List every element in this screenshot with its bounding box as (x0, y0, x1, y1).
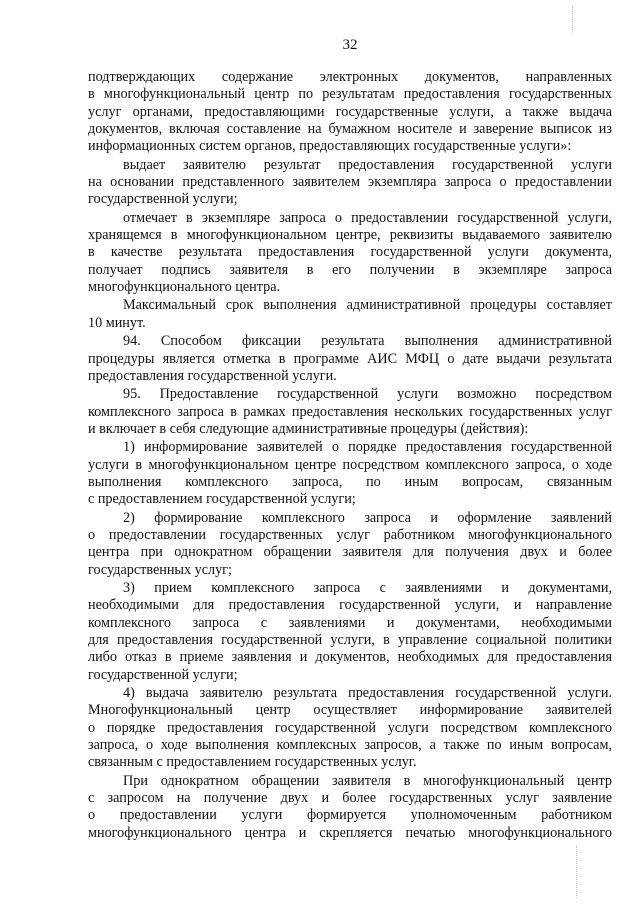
text-line: для предоставления государственной услуги, в управление социальной политики (88, 632, 612, 648)
text-line: 95. Предоставление государственной услуги возможно посредством (123, 386, 612, 403)
text-line: о предоставлении услуги формируется уполномоченным работником (88, 807, 612, 824)
text-line: в качестве результата предоставления государственной услуги документа, (88, 244, 612, 261)
text-line: и включает в себя следующие административные процедуры (действия): (88, 420, 529, 437)
text-line: государственной услуги; (88, 666, 238, 683)
paragraph-max-duration (88, 297, 612, 332)
text-line: 2) формирование комплексного запроса и оформление заявлений (123, 509, 612, 526)
text-line: отмечает в экземпляре запроса о предоставлении государственной услуги, (123, 209, 612, 226)
text-line: необходимыми для предоставления государственной услуги, и направление (88, 597, 612, 614)
text-line: выполнения комплексного запроса, по иным вопросам, связанным (88, 473, 612, 490)
text-line: информационных систем органов, предоставляющих государственные услуги»: (88, 138, 572, 155)
paragraph-continuation (88, 69, 612, 155)
paragraph-subitem-3 (88, 580, 612, 684)
text-line: запроса, о ходе выполнения комплексных запросов, а также по иным вопросам, (88, 736, 612, 753)
document-body (88, 69, 612, 842)
paragraph-issues-result (88, 157, 612, 209)
text-line: о предоставлении государственных услуг работником многофункционального (88, 527, 612, 544)
text-line: центра при однократном обращении заявителя для получения двух и более (88, 544, 612, 561)
paragraph-subitem-4 (88, 685, 612, 771)
text-line: 1) информирование заявителей о порядке предоставления государственной (123, 439, 612, 456)
text-line: процедуры является отметка в программе АИС МФЦ о дате выдачи результата (88, 350, 612, 367)
text-line: предоставления государственной услуги. (88, 367, 337, 384)
text-line: многофункционального центра и скрепляется печатью многофункционального (88, 824, 612, 841)
paragraph-subitem-2 (88, 510, 612, 579)
text-line: документов, включая составление на бумажном носителе и заверение выписок из (88, 120, 612, 137)
paragraph-item-95 (88, 386, 612, 438)
paragraph-subitem-1 (88, 439, 612, 508)
text-line: выдает заявителю результат предоставления государственной услуги (123, 156, 612, 173)
text-line: 94. Способом фиксации результата выполнения административной (123, 333, 612, 350)
text-line: При однократном обращении заявителя в многофункциональный центр (123, 772, 612, 789)
text-line: Максимальный срок выполнения административной процедуры составляет (123, 297, 612, 314)
text-line: о порядке предоставления государственной услуги посредством комплексного (88, 719, 612, 736)
text-line: государственной услуги; (88, 191, 238, 208)
text-line: услуг органами, предоставляющими государственные услуги, а также выдача (88, 103, 612, 120)
scan-artifact-top (572, 6, 573, 34)
text-line: на основании представленного заявителем экземпляра запроса о предоставлении (88, 173, 612, 190)
paragraph-single-request (88, 773, 612, 842)
text-line: подтверждающих содержание электронных документов, направленных (88, 69, 612, 85)
text-line: в многофункциональный центр по результатам предоставления государственных (88, 86, 612, 103)
text-line: комплексного запроса с заявлениями и документами, необходимыми (88, 614, 612, 631)
paragraph-item-94 (88, 333, 612, 385)
text-line: связанным с предоставлением государственных услуг. (88, 754, 417, 771)
page-number: 32 (342, 37, 358, 53)
scan-artifact-bottom (576, 846, 577, 898)
paragraph-marks-request (88, 210, 612, 296)
text-line: хранящемся в многофункциональном центре, реквизиты выдаваемого заявителю (88, 227, 612, 244)
text-line: услуги в многофункциональном центре посредством комплексного запроса, о ходе (88, 456, 612, 473)
text-line: с предоставлением государственной услуги; (88, 491, 356, 508)
text-line: либо отказ в приеме заявления и документов, необходимых для предоставления (88, 649, 612, 666)
text-line: получает подпись заявителя в его получении в экземпляре запроса (88, 261, 612, 278)
text-line: 10 минут. (88, 314, 146, 331)
text-line: 4) выдача заявителю результата предоставления государственной услуги. (123, 685, 612, 702)
text-line: многофункционального центра. (88, 278, 281, 295)
text-line: с запросом на получение двух и более государственных услуг заявление (88, 790, 612, 807)
text-line: 3) прием комплексного запроса с заявлениями и документами, (123, 580, 612, 597)
text-line: комплексного запроса в рамках предоставления нескольких государственных услуг (88, 403, 612, 420)
text-line: Многофункциональный центр осуществляет информирование заявителей (88, 702, 612, 719)
text-line: государственных услуг; (88, 561, 232, 578)
